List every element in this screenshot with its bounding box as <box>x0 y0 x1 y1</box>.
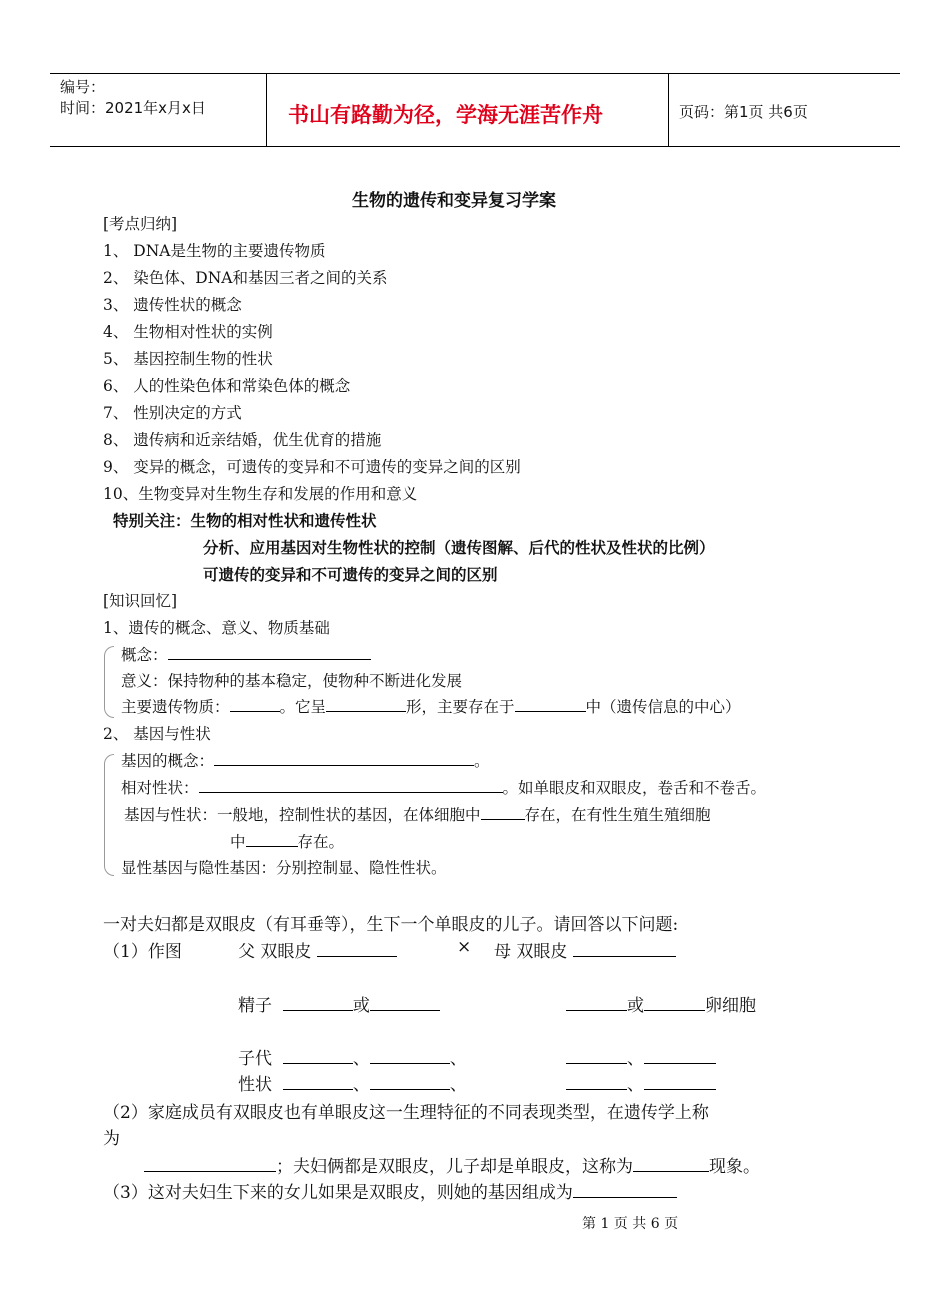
p2-line2: 为 <box>103 1129 120 1149</box>
focus-item: 可遗传的变异和不可遗传的变异之间的区别 <box>203 566 498 584</box>
header-divider-right <box>668 73 669 146</box>
point-item: 9、 变异的概念，可遗传的变异和不可遗传的变异之间的区别 <box>103 458 521 476</box>
page-footer: 第 1 页 共 6 页 <box>582 1216 679 1232</box>
question-1-title: 1、遗传的概念、意义、物质基础 <box>103 619 330 637</box>
section-heading-review: [知识回忆] <box>103 592 178 610</box>
q1-concept <box>121 643 371 665</box>
p1-offspring-blank-4[interactable] <box>644 1049 716 1064</box>
q1-material <box>121 695 741 717</box>
q2-gene-trait-cont <box>230 830 344 852</box>
p1-trait-blank-2[interactable] <box>370 1075 450 1090</box>
q1-concept-label: 概念： <box>121 646 168 664</box>
q1-meaning: 意义：保持物种的基本稳定，使物种不断进化发展 <box>121 672 463 690</box>
q2-relative-label: 相对性状： <box>121 779 199 797</box>
p1-offspring-blank-1[interactable] <box>283 1049 353 1064</box>
p1-sperm-blank-2[interactable] <box>370 996 440 1011</box>
p1-egg-blank-1[interactable] <box>566 996 627 1011</box>
q2-gene-trait <box>124 803 711 825</box>
p1-trait-label: 性状 <box>238 1075 272 1095</box>
question-2-title: 2、 基因与性状 <box>103 725 211 743</box>
point-item: 8、 遗传病和近亲结婚，优生优育的措施 <box>103 431 382 449</box>
p1-egg <box>566 991 756 1016</box>
p1-trait-blank-3[interactable] <box>566 1075 627 1090</box>
brace-q2 <box>104 754 114 876</box>
motto: 书山有路勤为径，学海无涯苦作舟 <box>288 103 603 127</box>
p1-offspring-label: 子代 <box>238 1049 272 1069</box>
p1-offspring-sep: 、 <box>449 1049 467 1069</box>
p2-blank-1[interactable] <box>144 1157 276 1172</box>
p1-offspring <box>238 1044 467 1069</box>
p2-line3a: ；夫妇俩都是双眼皮，儿子却是单眼皮，这称为 <box>276 1157 633 1177</box>
doc-title: 生物的遗传和变异复习学案 <box>352 191 556 211</box>
p1-egg-or: 或 <box>627 996 644 1016</box>
p1-sperm-label: 精子 <box>238 996 272 1016</box>
p1-mother <box>494 937 676 962</box>
p1-offspring-sep: 、 <box>352 1049 370 1069</box>
q2-relative <box>121 776 766 798</box>
p1-sperm-blank-1[interactable] <box>283 996 353 1011</box>
p3-text: （3）这对夫妇生下来的女儿如果是双眼皮，则她的基因组成为 <box>103 1183 573 1203</box>
p1-trait-right <box>566 1070 716 1095</box>
q2-gene-concept <box>121 749 490 771</box>
p1-mother-label: 母 双眼皮 <box>494 942 568 962</box>
q1-material-blank-3[interactable] <box>515 697 586 712</box>
q2-gene-concept-label: 基因的概念： <box>121 752 215 770</box>
p2-blank-2[interactable] <box>633 1157 709 1172</box>
p1-trait-blank-1[interactable] <box>283 1075 353 1090</box>
number-label: 编号： <box>60 78 106 96</box>
brace-q1 <box>104 646 114 718</box>
p1-trait-sep: 、 <box>449 1075 467 1095</box>
time-label: 时间：2021年x月x日 <box>60 99 206 117</box>
point-item: 4、 生物相对性状的实例 <box>103 323 273 341</box>
q1-material-text-c: 形，主要存在于 <box>406 698 515 716</box>
p1-mother-blank[interactable] <box>573 942 676 957</box>
q2-gene-trait-blank-1[interactable] <box>481 805 525 820</box>
p2-line1: （2）家庭成员有双眼皮也有单眼皮这一生理特征的不同表现类型，在遗传学上称 <box>103 1103 709 1123</box>
p1-offspring-blank-3[interactable] <box>566 1049 627 1064</box>
q1-material-blank-2[interactable] <box>326 697 406 712</box>
p1-father <box>238 937 397 962</box>
p1-offspring-sep: 、 <box>627 1049 644 1069</box>
q2-gene-concept-blank[interactable] <box>214 751 474 766</box>
header-bottom-rule <box>50 146 900 147</box>
p1-offspring-right <box>566 1044 716 1069</box>
p1-father-label: 父 双眼皮 <box>238 942 312 962</box>
point-item: 7、 性别决定的方式 <box>103 404 242 422</box>
q1-material-label: 主要遗传物质： <box>121 698 230 716</box>
section-heading-points: [考点归纳] <box>103 215 178 233</box>
q2-dominant: 显性基因与隐性基因：分别控制显、隐性性状。 <box>121 859 447 877</box>
p1-sperm-or: 或 <box>352 996 370 1016</box>
q2-relative-blank[interactable] <box>199 778 503 793</box>
q2-gene-trait-c: 中 <box>230 833 246 851</box>
focus-label: 特别关注：生物的相对性状和遗传性状 <box>113 512 377 530</box>
point-item: 2、 染色体、DNA和基因三者之间的关系 <box>103 269 388 287</box>
p1-father-blank[interactable] <box>317 942 397 957</box>
header-top-rule <box>50 73 900 74</box>
p1-egg-blank-2[interactable] <box>644 996 705 1011</box>
p2-line3b: 现象。 <box>709 1157 760 1177</box>
p1-cross: × <box>457 937 472 957</box>
focus-item: 分析、应用基因对生物性状的控制（遗传图解、后代的性状及性状的比例） <box>203 539 715 557</box>
p1-label: （1）作图 <box>103 942 182 962</box>
p1-trait-sep: 、 <box>352 1075 370 1095</box>
p3-line <box>103 1178 677 1203</box>
p1-egg-label: 卵细胞 <box>705 996 756 1016</box>
p2-line3 <box>144 1152 760 1177</box>
point-item: 10、生物变异对生物生存和发展的作用和意义 <box>103 485 418 503</box>
point-item: 3、 遗传性状的概念 <box>103 296 242 314</box>
p1-trait-sep: 、 <box>627 1075 644 1095</box>
q2-relative-end: 。如单眼皮和双眼皮，卷舌和不卷舌。 <box>502 779 767 797</box>
q1-material-text-b: 。它呈 <box>279 698 327 716</box>
header-divider-left <box>266 73 267 146</box>
q2-gene-concept-end: 。 <box>474 752 490 770</box>
p1-offspring-blank-2[interactable] <box>370 1049 450 1064</box>
problem-intro: 一对夫妇都是双眼皮（有耳垂等），生下一个单眼皮的儿子。请回答以下问题: <box>103 915 679 935</box>
q2-gene-trait-d: 存在。 <box>297 833 345 851</box>
q1-material-blank-1[interactable] <box>230 697 280 712</box>
q2-gene-trait-blank-2[interactable] <box>246 832 298 847</box>
p1-trait-blank-4[interactable] <box>644 1075 716 1090</box>
point-item: 1、 DNA是生物的主要遗传物质 <box>103 242 326 260</box>
p1-sperm <box>238 991 440 1016</box>
page-info: 页码：第1页 共6页 <box>679 103 808 121</box>
q2-gene-trait-b: 存在，在有性生殖生殖细胞 <box>524 806 711 824</box>
point-item: 5、 基因控制生物的性状 <box>103 350 273 368</box>
q2-gene-trait-a: 基因与性状：一般地，控制性状的基因，在体细胞中 <box>124 806 481 824</box>
q1-concept-blank[interactable] <box>168 645 371 660</box>
p3-blank[interactable] <box>573 1183 677 1198</box>
p1-trait <box>238 1070 467 1095</box>
point-item: 6、 人的性染色体和常染色体的概念 <box>103 377 351 395</box>
q1-material-text-d: 中（遗传信息的中心） <box>585 698 741 716</box>
